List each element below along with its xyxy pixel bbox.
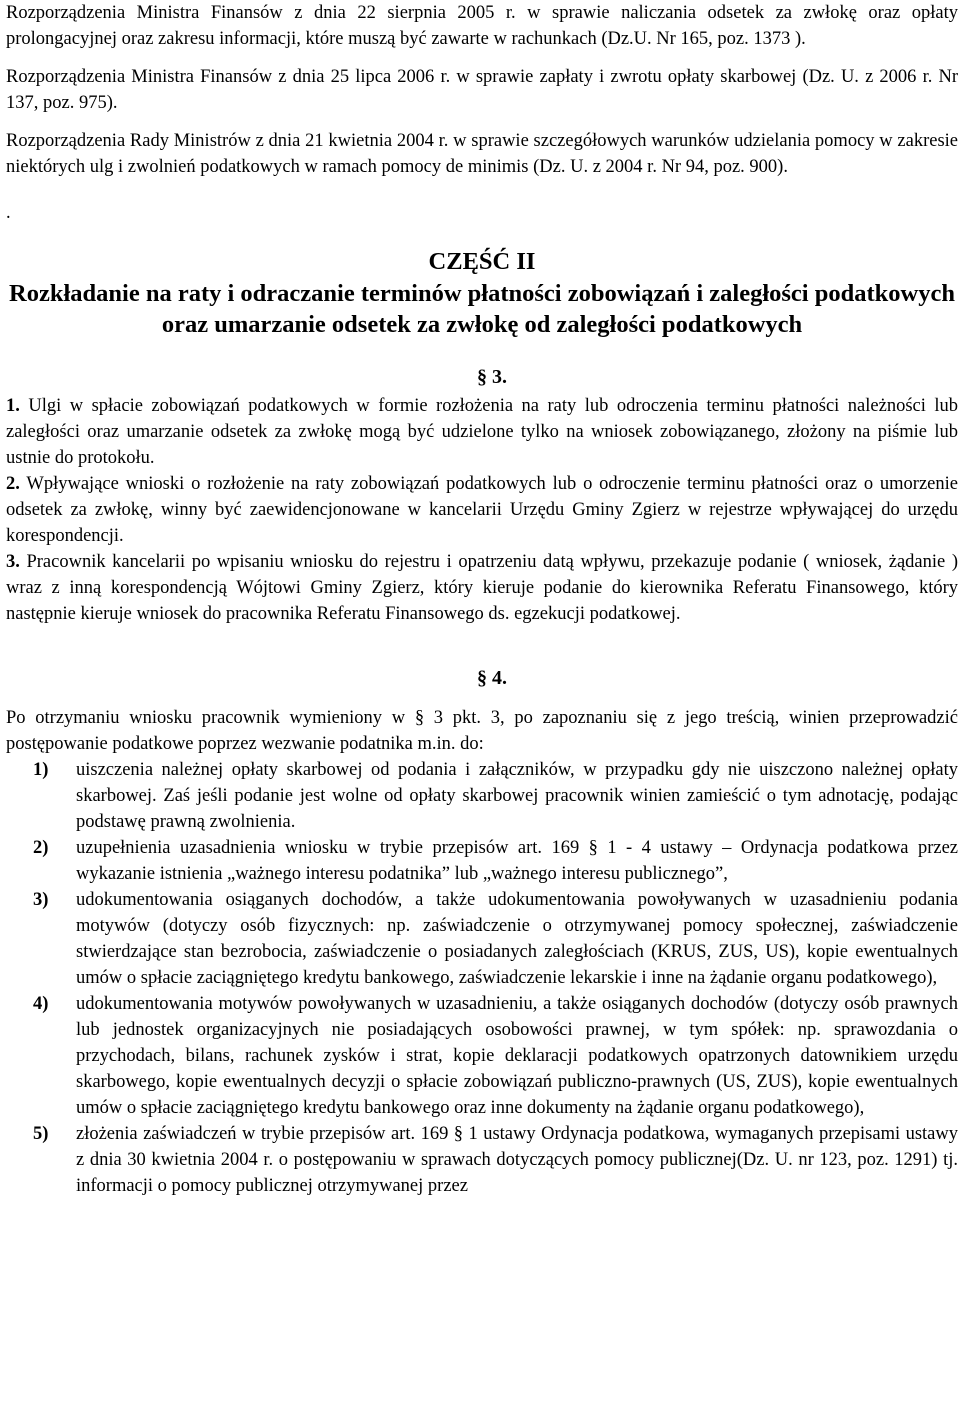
list-item-text: uiszczenia należnej opłaty skarbowej od podania i załączników, w przypadku gdy nie uiszczono należnej opłaty skarbowej. Zaś jeśli podanie jest wolne od opłaty skarbowej pracownik winien zamieścić o tym adnotację, podając podstawę prawną zwolnienia. [76,759,958,832]
point-text: Pracownik kancelarii po wpisaniu wniosku do rejestru i opatrzeniu datą wpływu, przekazuje podanie ( wniosek, żądanie ) wraz z inną korespondencją Wójtowi Gminy Zgierz, który kieruje podanie do kierownika Referatu Finansowego, który następnie kieruje wniosek do pracownika Referatu Finansowego ds. egzekucji podatkowej. [6,551,958,624]
list-item-text: udokumentowania osiąganych dochodów, a także udokumentowania powoływanych w uzasadnieniu podania motywów (dotyczy osób fizycznych: np. zaświadczenie o otrzymywanej pomocy społecznej, zaświadczenie stwierdzające stan bezrobocia, zaświadczenie o posiadanych zaległościach (KRUS, ZUS, US), kopie ewentualnych umów o spłacie zaciągniętego kredytu bankowego, zaświadczenie lekarskie i inne na żądanie organu podatkowego), [76,889,958,988]
list-item-number: 3) [33,889,49,910]
list-item-number: 2) [33,837,49,858]
list-item-number: 5) [33,1123,49,1144]
legal-basis-paragraph: Rozporządzenia Ministra Finansów z dnia 22 sierpnia 2005 r. w sprawie naliczania odsetek za zwłokę oraz opłaty prolongacyjnej oraz zakresu informacji, które muszą być zawarte w rachunkach (Dz.U. Nr 165, poz. 1373 ). [6,3,958,49]
list-item [6,887,958,991]
section-4-list [6,757,958,1199]
part-subtitle: Rozkładanie na raty i odraczanie terminów płatności zobowiązań i zaległości podatkowych oraz umarzanie odsetek za zwłokę od zaległości podatkowych [9,279,955,338]
part-heading [6,246,958,341]
list-item [6,1121,958,1199]
part-title: CZĘŚĆ II [428,248,536,275]
list-item-text: uzupełnienia uzasadnienia wniosku w trybie przepisów art. 169 § 1 - 4 ustawy – Ordynacja podatkowa przez wykazanie istnienia „ważnego interesu podatnika” lub „ważnego interesu publicznego”, [76,837,958,884]
point-number: 2. [6,473,20,494]
list-item [6,835,958,887]
section-4-intro: Po otrzymaniu wniosku pracownik wymieniony w § 3 pkt. 3, po zapoznaniu się z jego treścią, winien przeprowadzić postępowanie podatkowe poprzez wezwanie podatnika m.in. do: [6,707,958,754]
legal-basis-paragraph: Rozporządzenia Rady Ministrów z dnia 21 kwietnia 2004 r. w sprawie szczegółowych warunków udzielania pomocy w zakresie niektórych ulg i zwolnień podatkowych w ramach pomocy de minimis (Dz. U. z 2004 r. Nr 94, poz. 900). [6,131,958,177]
section-3-point [6,549,958,627]
list-item [6,757,958,835]
legal-basis-paragraph: Rozporządzenia Ministra Finansów z dnia 25 lipca 2006 r. w sprawie zapłaty i zwrotu opłaty skarbowej (Dz. U. z 2006 r. Nr 137, poz. 975). [6,67,958,113]
list-item-text: złożenia zaświadczeń w trybie przepisów art. 169 § 1 ustawy Ordynacja podatkowa, wymaganych przepisami ustawy z dnia 30 kwietnia 2004 r. o postępowaniu w sprawach dotyczących pomocy publicznej(Dz. U. nr 123, poz. 1291) tj. informacji o pomocy publicznej otrzymywanej przez [76,1123,958,1196]
point-number: 3. [6,551,20,572]
separator-dot: . [6,203,11,223]
point-number: 1. [6,395,20,416]
point-text: Wpływające wnioski o rozłożenie na raty zobowiązań podatkowych lub o odroczenie terminu płatności oraz o umorzenie odsetek za zwłokę, winny być zaewidencjonowane w kancelarii Urzędu Gminy Zgierz w rejestrze wpływającej do urzędu korespondencji. [6,473,958,546]
list-item-text: udokumentowania motywów powoływanych w uzasadnieniu, a także osiąganych dochodów (dotyczy osób prawnych lub jednostek organizacyjnych nie posiadających osobowości prawnej, w tym spółek: np. sprawozdania o przychodach, bilans, rachunek zysków i strat, kopie deklaracji podatkowych opatrzonych datownikiem urzędu skarbowego, kopie ewentualnych decyzji o spłacie zobowiązań publiczno-prawnych (US, ZUS), kopie ewentualnych umów o spłacie zaciągniętego kredytu bankowego oraz inne dokumenty na żądanie organu podatkowego), [76,993,958,1118]
list-item-number: 1) [33,759,49,780]
document-page [6,0,958,1199]
section-3-point [6,471,958,549]
section-3-heading: § 3. [477,365,507,388]
point-text: Ulgi w spłacie zobowiązań podatkowych w formie rozłożenia na raty lub odroczenia terminu płatności należności lub zaległości oraz umarzanie odsetek za zwłokę mogą być udzielone tylko na wniosek zobowiązanego, złożony na piśmie lub ustnie do protokołu. [6,395,958,468]
section-3-point [6,393,958,471]
section-4-heading: § 4. [477,666,507,689]
list-item [6,991,958,1121]
list-item-number: 4) [33,993,49,1014]
